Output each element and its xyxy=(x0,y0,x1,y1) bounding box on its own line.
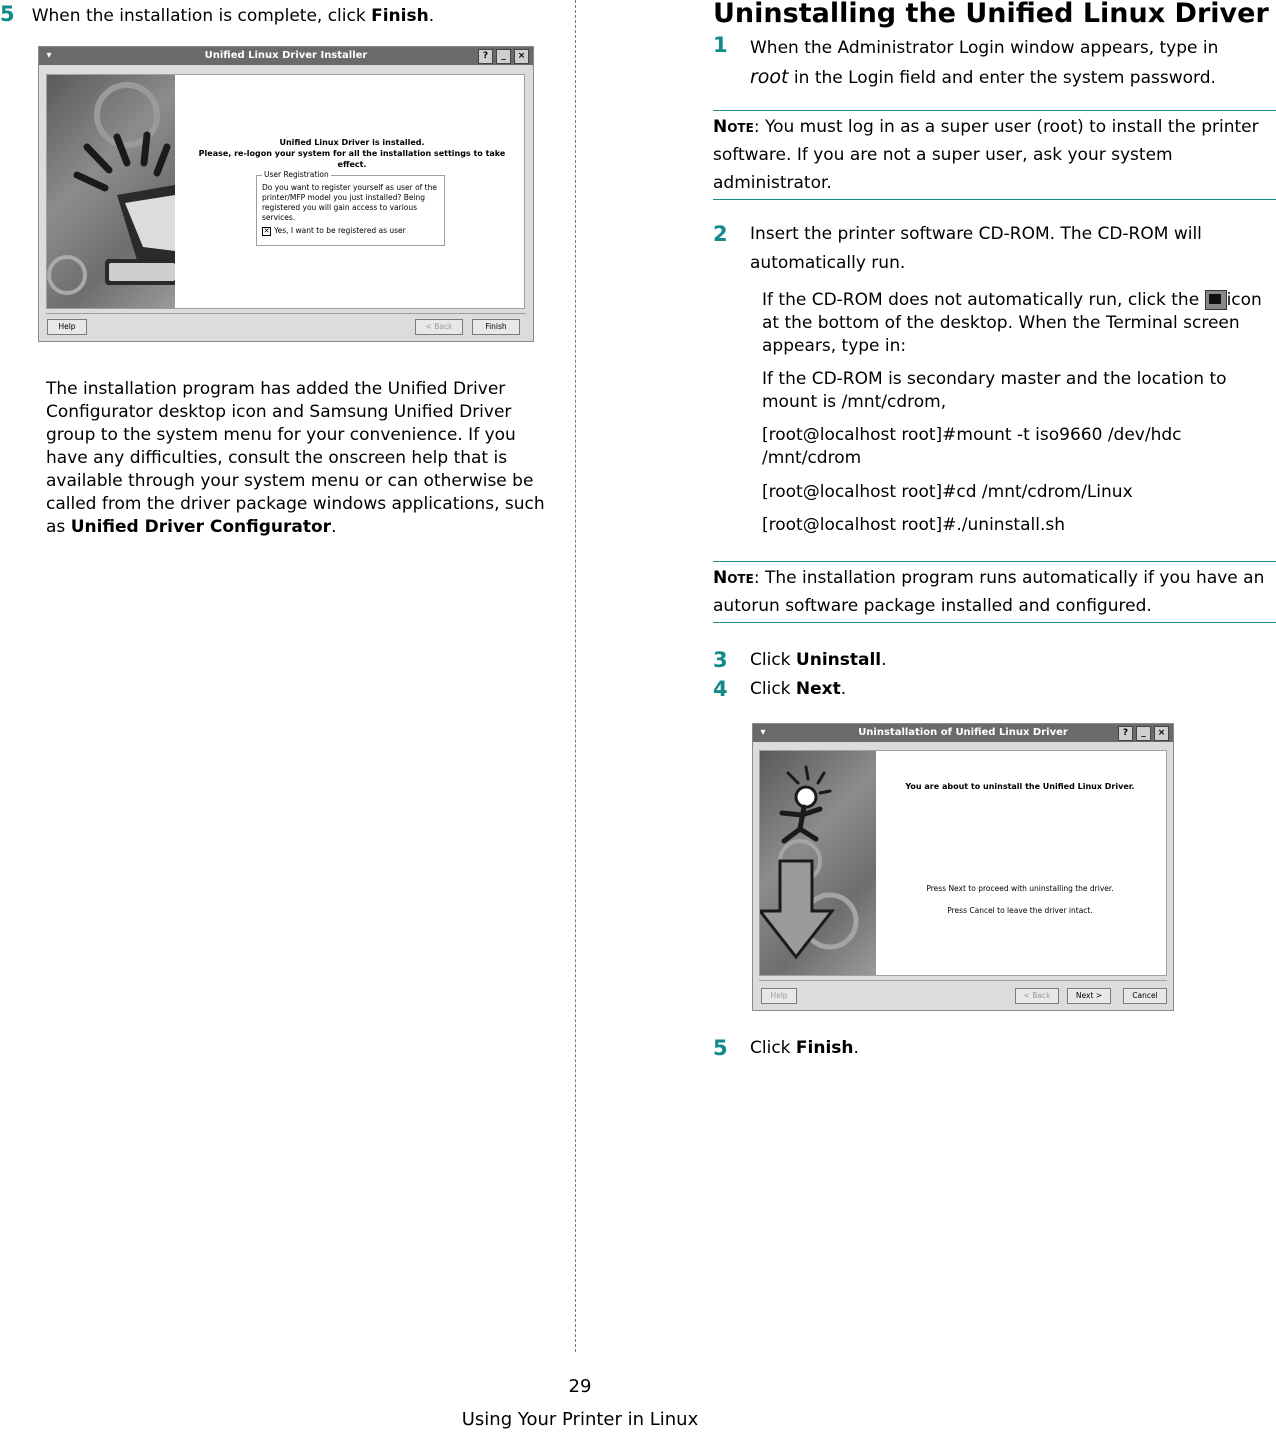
help-title-button[interactable]: ? xyxy=(478,49,493,64)
printer-illustration-icon xyxy=(47,75,175,308)
paragraph-text: The installation program has added the Unified Driver Configurator desktop icon and Samsung Unified Driver group to the system menu for your convenience. If you have any difficulties, consult the onscreen help that is available through your system menu or can otherwise be called from the driver package windows applications, such as xyxy=(46,379,545,537)
minimize-button[interactable]: _ xyxy=(1136,726,1151,741)
step-text-end: . xyxy=(881,650,887,670)
note-text: : You must log in as a super user (root) to install the printer software. If you are not a super user, ask your system administrator. xyxy=(713,117,1259,193)
note-box-1 xyxy=(713,110,1276,200)
cdrom-text: If the CD-ROM does not automatically run, click the xyxy=(762,290,1205,310)
right-step-2 xyxy=(713,220,1253,278)
finish-button[interactable]: Finish xyxy=(472,319,520,335)
step-text-bold: Finish xyxy=(795,1038,854,1058)
right-step-1 xyxy=(713,34,1273,93)
button-separator xyxy=(46,313,526,314)
help-button[interactable]: Help xyxy=(47,319,87,335)
note-label: Note xyxy=(713,568,754,588)
step-text-bold: Next xyxy=(795,679,841,699)
step-number: 5 xyxy=(713,1036,728,1060)
right-step-5 xyxy=(713,1034,859,1063)
step-text-end: . xyxy=(840,679,847,699)
column-divider xyxy=(575,0,576,1352)
proceed-message: Press Next to proceed with uninstalling the driver. xyxy=(926,884,1114,893)
section-heading: Uninstalling the Unified Linux Driver xyxy=(713,0,1269,29)
back-button[interactable]: < Back xyxy=(1015,988,1059,1004)
uninstall-content xyxy=(759,750,1167,976)
cdrom-text-end: icon at the bottom of the desktop. When the Terminal screen appears, type in: xyxy=(762,290,1262,356)
step-text xyxy=(750,34,1273,93)
step-text-end: in the Login field and enter the system password. xyxy=(788,68,1216,88)
right-step-4 xyxy=(713,675,846,704)
cancel-button[interactable]: Cancel xyxy=(1123,988,1167,1004)
uninstall-titlebar xyxy=(753,724,1173,742)
button-separator xyxy=(759,980,1167,981)
left-step-5 xyxy=(0,2,560,31)
cd-command: [root@localhost root]#cd /mnt/cdrom/Linux xyxy=(762,482,1133,502)
installer-title: Unified Linux Driver Installer xyxy=(204,50,368,61)
step-text-plain: When the installation is complete, click xyxy=(31,6,372,26)
paragraph-end: . xyxy=(331,517,337,537)
printer-graphic xyxy=(47,75,175,308)
minimize-button[interactable]: _ xyxy=(496,49,511,64)
uninstall-graphic xyxy=(760,751,876,975)
step-number: 2 xyxy=(713,222,728,246)
left-paragraph xyxy=(46,378,558,539)
close-button[interactable]: × xyxy=(514,49,529,64)
window-menu-icon[interactable]: ▾ xyxy=(46,50,52,61)
uninstall-title: Uninstallation of Unified Linux Driver xyxy=(858,727,1068,738)
terminal-icon xyxy=(1205,290,1227,310)
step-text-plain: Click xyxy=(750,650,796,670)
mount-command: [root@localhost root]#mount -t iso9660 /dev/hdc /mnt/cdrom xyxy=(762,425,1182,468)
right-step-3 xyxy=(713,646,887,675)
step-number: 1 xyxy=(713,33,728,57)
step-text: Insert the printer software CD-ROM. The CD-ROM will automatically run. xyxy=(750,224,1202,273)
step-text-plain: When the Administrator Login window appears, type in xyxy=(750,38,1219,58)
uninstall-command: [root@localhost root]#./uninstall.sh xyxy=(762,515,1065,535)
step-number: 3 xyxy=(713,648,728,672)
step-text-plain: Click xyxy=(750,679,796,699)
secondary-master-text: If the CD-ROM is secondary master and the location to mount is /mnt/cdrom, xyxy=(762,369,1227,412)
paragraph-bold: Unified Driver Configurator xyxy=(70,517,332,537)
step-text xyxy=(750,1038,859,1058)
next-button[interactable]: Next > xyxy=(1067,988,1111,1004)
uninstall-message: You are about to uninstall the Unified Linux Driver. xyxy=(905,782,1135,791)
step-text-italic: root xyxy=(750,66,789,88)
uninstall-illustration-icon xyxy=(760,751,876,975)
user-registration-group xyxy=(256,170,445,246)
register-checkbox-label: Yes, I want to be registered as user xyxy=(274,226,406,235)
footer-title: Using Your Printer in Linux xyxy=(461,1409,699,1430)
step-text-end: . xyxy=(428,6,435,26)
installer-dialog xyxy=(38,46,534,342)
group-title: User Registration xyxy=(264,170,329,179)
page-number: 29 xyxy=(568,1376,592,1397)
step-number: 4 xyxy=(713,677,728,701)
installer-content xyxy=(46,74,525,309)
close-button[interactable]: × xyxy=(1154,726,1169,741)
step-text xyxy=(750,679,846,699)
installer-titlebar xyxy=(39,47,533,65)
help-title-button[interactable]: ? xyxy=(1118,726,1133,741)
step-text-end: . xyxy=(853,1038,859,1058)
step-number: 5 xyxy=(0,2,15,26)
cdrom-instruction xyxy=(762,289,1262,358)
registration-question: Do you want to register yourself as user of the printer/MFP model you just installed? Being registered you will gain access to various services. xyxy=(262,183,437,222)
step-text-bold: Uninstall xyxy=(795,650,882,670)
register-checkbox[interactable]: ✕ xyxy=(263,226,270,235)
back-button[interactable]: < Back xyxy=(415,319,463,335)
window-menu-icon[interactable]: ▾ xyxy=(760,727,766,738)
cancel-message: Press Cancel to leave the driver intact. xyxy=(947,906,1093,915)
note-label: Note xyxy=(713,117,754,137)
step-text xyxy=(32,6,434,26)
register-checkbox-row[interactable] xyxy=(262,226,439,236)
step-text-plain: Click xyxy=(750,1038,796,1058)
step-text-bold: Finish xyxy=(371,6,429,26)
note-text: : The installation program runs automatically if you have an autorun software package installed and configured. xyxy=(713,568,1265,616)
help-button[interactable]: Help xyxy=(761,988,797,1004)
step-text xyxy=(750,650,887,670)
uninstall-dialog xyxy=(752,723,1174,1011)
installed-message: Unified Linux Driver is installed. xyxy=(279,138,425,147)
note-box-2 xyxy=(713,561,1276,623)
relogon-message: Please, re-logon your system for all the installation settings to take effect. xyxy=(198,149,506,169)
